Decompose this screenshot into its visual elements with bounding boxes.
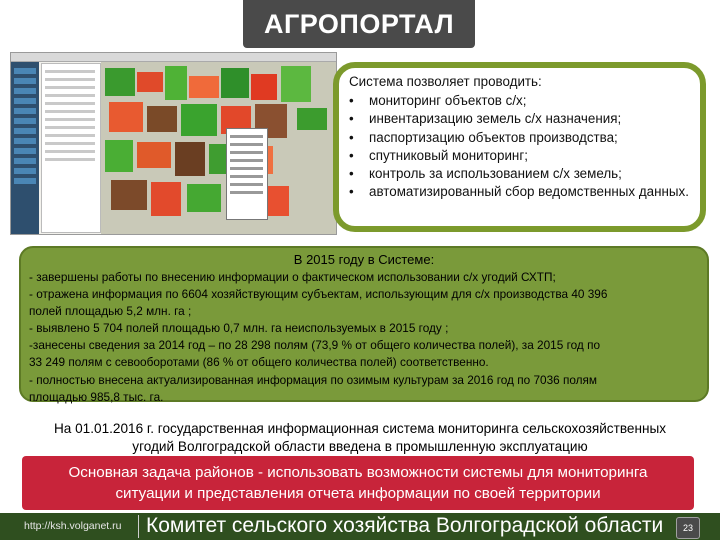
banner-line: ситуации и представления отчета информации по своей территории: [115, 485, 601, 502]
results-line: - завершены работы по внесению информации о фактическом использовании с/х угодий СХТП;: [29, 270, 556, 284]
capabilities-list: [343, 92, 699, 202]
results-panel-text: [29, 269, 699, 406]
list-item: • мониторинг объектов с/х;: [343, 92, 699, 110]
bullet-icon: •: [349, 147, 354, 163]
footer: [0, 513, 720, 540]
results-panel-title: В 2015 году в Системе:: [293, 252, 435, 267]
statement-line: угодий Волгоградской области введена в промышленную эксплуатацию: [132, 439, 588, 454]
screenshot-popup-window: [226, 128, 268, 220]
list-item: • контроль за использованием с/х земель;: [343, 165, 699, 183]
banner-line: Основная задача районов - использовать возможности системы для мониторинга: [68, 464, 648, 481]
title-band: [0, 0, 720, 50]
page-title: АГРОПОРТАЛ: [243, 0, 475, 48]
bullet-icon: •: [349, 129, 354, 145]
statement-line: На 01.01.2016 г. государственная информационная система мониторинга сельскохозяйственных: [53, 421, 667, 436]
capabilities-intro: Система позволяет проводить:: [349, 74, 542, 89]
footer-organization: Комитет сельского хозяйства Волгоградской области: [146, 514, 664, 537]
results-line: 33 249 полям с севооборотами (86 % от общего количества полей) соответственно.: [29, 355, 489, 370]
map-screenshot-image: [10, 52, 337, 235]
results-line: площадью 985,8 тыс. га.: [29, 389, 164, 404]
list-item: • автоматизированный сбор ведомственных данных.: [343, 183, 699, 201]
bullet-icon: •: [349, 166, 354, 182]
list-item: • паспортизацию объектов производства;: [343, 129, 699, 147]
bullet-icon: •: [349, 93, 354, 108]
results-line: - полностью внесена актуализированная информация по озимым культурам за 2016 год по 7036 полям: [29, 372, 598, 387]
screenshot-toolbar: [11, 53, 336, 62]
capabilities-card: [333, 62, 706, 232]
results-line: полей площадью 5,2 млн. га ;: [29, 304, 192, 319]
results-line: -занесены сведения за 2014 год – по 28 298 полям (73,9 % от общего количества полей), за 2015 год по: [29, 338, 601, 353]
screenshot-map-area: [101, 62, 336, 234]
results-line: - отражена информация по 6604 хозяйствующим субъектам, использующим для с/х производства 40 396: [29, 287, 608, 302]
page-number-badge: 23: [676, 517, 700, 539]
commissioning-statement: [10, 420, 710, 456]
list-item: • инвентаризацию земель с/х назначения;: [343, 110, 699, 128]
footer-url-link[interactable]: http://ksh.volganet.ru: [24, 520, 122, 532]
footer-divider: [138, 515, 139, 538]
results-2015-panel: [19, 246, 709, 402]
results-line: - выявлено 5 704 полей площадью 0,7 млн. га неиспользуемых в 2015 году ;: [29, 321, 449, 336]
bullet-icon: •: [349, 184, 354, 200]
list-item: • спутниковый мониторинг;: [343, 147, 699, 165]
main-task-banner: [22, 456, 694, 510]
bullet-icon: •: [349, 111, 354, 127]
screenshot-sidebar: [11, 62, 39, 234]
screenshot-layer-panel: [41, 63, 101, 233]
